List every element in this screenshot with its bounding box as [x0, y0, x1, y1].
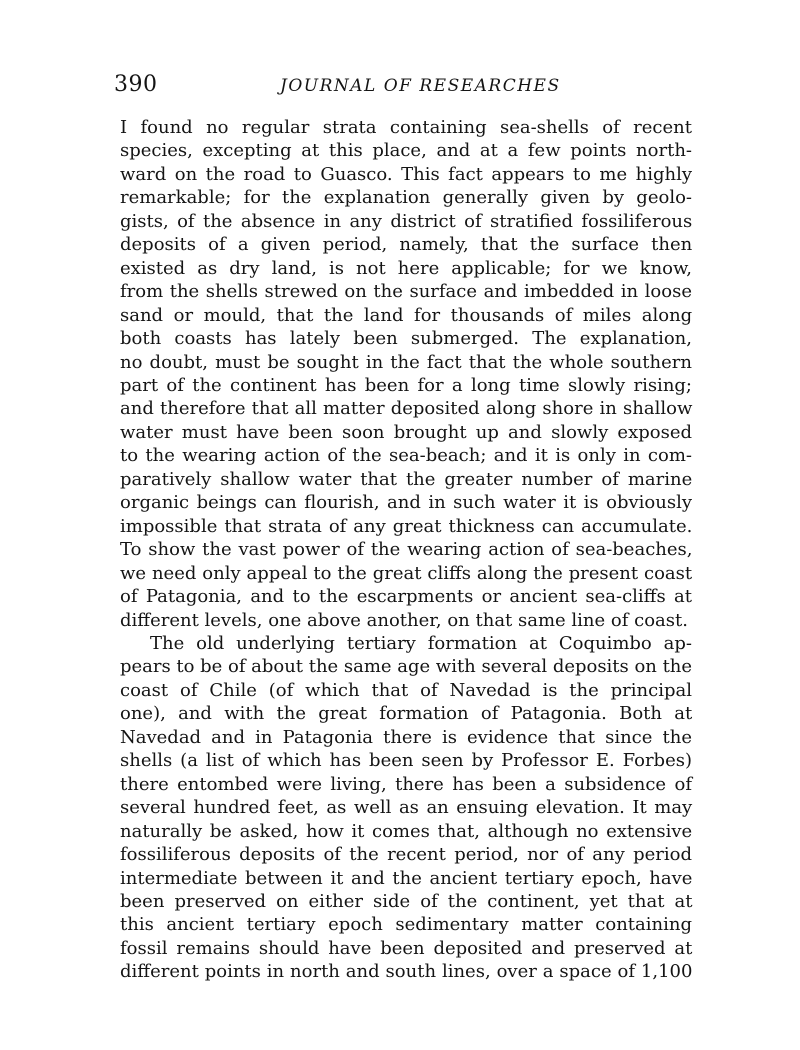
running-head [114, 72, 694, 108]
text-line: I found no regular strata containing sea-shells of recent [120, 117, 692, 138]
text-line: existed as dry land, is not here applicable; for we know, [120, 257, 692, 279]
text-line: been preserved on either side of the continent, yet that at [120, 890, 693, 912]
text-line: one), and with the great formation of Patagonia. Both at [120, 703, 693, 725]
text-line: this ancient tertiary epoch sedimentary matter containing [120, 914, 692, 936]
text-line: part of the continent has been for a long time slowly rising; [120, 374, 692, 396]
text-line: sand or mould, that the land for thousands of miles along [120, 304, 693, 326]
running-title: JOURNAL OF RESEARCHES [280, 76, 561, 96]
text-line: we need only appeal to the great cliffs along the present coast [120, 562, 693, 584]
text-line: of Patagonia, and to the escarpments or ancient sea-cliffs at [120, 586, 692, 608]
text-line: gists, of the absence in any district of stratified fossiliferous [120, 210, 693, 232]
text-line: fossiliferous deposits of the recent period, nor of any period [120, 844, 692, 866]
text-line: paratively shallow water that the greater number of marine [120, 468, 693, 490]
text-line: no doubt, must be sought in the fact that the whole southern [120, 351, 692, 373]
text-line: remarkable; for the explanation generally given by geolo- [120, 187, 692, 209]
text-line: there entombed were living, there has been a subsidence of [120, 773, 692, 795]
text-line: shells (a list of which has been seen by Professor E. Forbes) [120, 750, 692, 772]
text-line: different points in north and south lines, over a space of 1,100 [120, 961, 693, 983]
text-line: ward on the road to Guasco. This fact appears to me highly [120, 163, 692, 185]
text-line: species, excepting at this place, and at a few points north- [120, 140, 692, 162]
body-text [120, 116, 692, 984]
text-line: and therefore that all matter deposited along shore in shallow [120, 398, 693, 420]
text-line: water must have been soon brought up and slowly exposed [120, 421, 692, 443]
text-line: from the shells strewed on the surface and imbedded in loose [120, 281, 692, 303]
text-line: intermediate between it and the ancient tertiary epoch, have [120, 867, 693, 889]
text-line: several hundred feet, as well as an ensuing elevation. It may [120, 797, 693, 819]
paragraph-1 [120, 116, 692, 632]
paragraph-2 [120, 632, 692, 984]
text-line: coast of Chile (of which that of Navedad is the principal [120, 679, 692, 701]
text-line: naturally be asked, how it comes that, although no extensive [120, 820, 693, 842]
text-line: to the wearing action of the sea-beach; and it is only in com- [120, 445, 692, 467]
page-number: 390 [114, 72, 158, 97]
text-line: organic beings can flourish, and in such water it is obviously [120, 492, 692, 514]
text-line: deposits of a given period, namely, that the surface then [120, 234, 693, 256]
text-line: fossil remains should have been deposited and preserved at [120, 937, 693, 959]
text-line: The old underlying tertiary formation at Coquimbo ap- [150, 632, 692, 654]
text-line: different levels, one above another, on that same line of coast. [120, 609, 688, 631]
text-line: To show the vast power of the wearing action of sea-beaches, [120, 539, 693, 561]
text-line: Navedad and in Patagonia there is evidence that since the [120, 726, 692, 748]
text-line: impossible that strata of any great thickness can accumulate. [120, 515, 693, 537]
text-line: pears to be of about the same age with several deposits on the [120, 656, 692, 678]
text-line: both coasts has lately been submerged. The explanation, [120, 328, 692, 350]
